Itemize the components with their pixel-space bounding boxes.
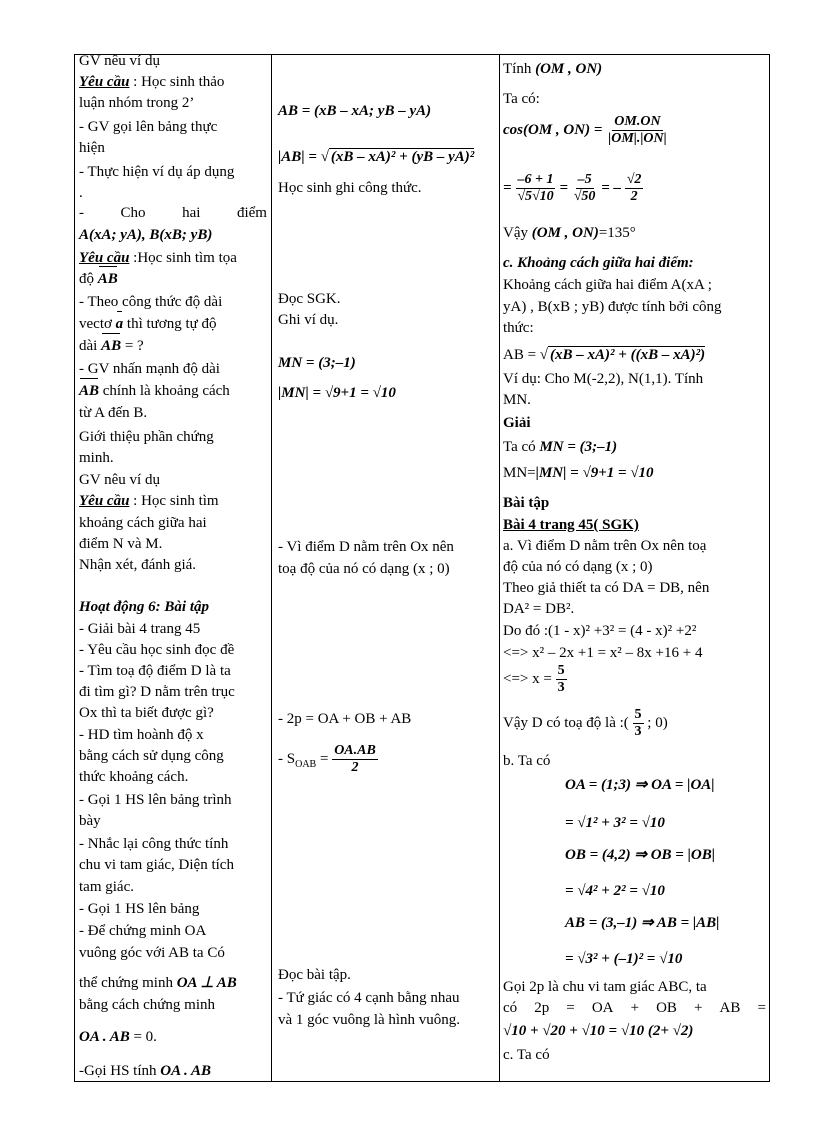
text-line: hiện bbox=[79, 140, 105, 156]
text-line: Ta có: bbox=[503, 91, 540, 107]
text-line: - Gọi 1 HS lên bảng bbox=[79, 901, 200, 917]
text-line: DA² = DB². bbox=[503, 601, 575, 617]
student-column bbox=[278, 55, 496, 1081]
text-line: độ AB bbox=[79, 271, 118, 287]
text-line: - Yêu cầu học sinh đọc đề bbox=[79, 642, 235, 658]
formula-ob-value: = √4² + 2² = √10 bbox=[565, 883, 665, 899]
text-line: Ví dụ: Cho M(-2,2), N(1,1). Tính bbox=[503, 371, 704, 387]
text-line: - Tứ giác có 4 cạnh bằng nhau bbox=[278, 990, 460, 1006]
text-line: tam giác. bbox=[79, 879, 134, 895]
formula-area: - $S_{OAB}$ = $\frac{OA.AB}{2}$ bbox=[278, 743, 376, 776]
text-line: - Giải bài 4 trang 45 bbox=[79, 621, 201, 637]
formula-mn-length: |MN| = √9+1 = √10 bbox=[278, 385, 396, 401]
text-line: điểm N và M. bbox=[79, 536, 163, 552]
text-line: <=> x = $\frac{5}{3}$ bbox=[503, 663, 565, 696]
text-line: Ghi ví dụ. bbox=[278, 312, 339, 328]
text-line: Học sinh ghi công thức. bbox=[278, 180, 422, 196]
text-line: - Gọi 1 HS lên bảng trình bbox=[79, 792, 232, 808]
text-line: độ của nó có dạng (x ; 0) bbox=[503, 559, 653, 575]
text-line: yA) , B(xB ; yB) được tính bởi công bbox=[503, 299, 722, 315]
text-line: toạ độ của nó có dạng (x ; 0) bbox=[278, 561, 450, 577]
formula-oa-value: = √1² + 3² = √10 bbox=[565, 815, 665, 831]
text-line: - Theo công thức độ dài bbox=[79, 294, 223, 310]
text-line: . bbox=[79, 185, 83, 201]
text-line: - GV nhấn mạnh độ dài bbox=[79, 361, 220, 377]
text-line: minh. bbox=[79, 450, 114, 466]
formula-oa: OA = (1;3) ⇒ OA = |OA| bbox=[565, 777, 715, 793]
text-line: Theo giả thiết ta có DA = DB, nên bbox=[503, 580, 710, 596]
text-line: dài AB = ? bbox=[79, 338, 144, 354]
formula-vector-ab: AB = (xB – xA; yB – yA) bbox=[278, 103, 432, 119]
text-line: Vậy (OM , ON)=135° bbox=[503, 225, 636, 241]
column-divider-1 bbox=[271, 55, 272, 1081]
formula-ob: OB = (4,2) ⇒ OB = |OB| bbox=[565, 847, 716, 863]
text-line: Gọi 2p là chu vi tam giác ABC, ta bbox=[503, 979, 707, 995]
text-line: có 2p = OA + OB + AB = bbox=[503, 1000, 766, 1016]
text-line: chu vi tam giác, Diện tích bbox=[79, 857, 234, 873]
text-line: - Nhắc lại công thức tính bbox=[79, 836, 229, 852]
teacher-column bbox=[79, 55, 267, 1081]
column-divider-2 bbox=[499, 55, 500, 1081]
text-line: Bài tập bbox=[503, 495, 550, 511]
text-line: Yêu cầu :Học sinh tìm tọa bbox=[79, 250, 237, 266]
text-line: c. Ta có bbox=[503, 1047, 550, 1063]
text-line: - GV gọi lên bảng thực bbox=[79, 119, 218, 135]
text-line: vectơ a thì tương tự độ bbox=[79, 316, 217, 332]
text-line: từ A đến B. bbox=[79, 405, 148, 421]
text-line: thức khoảng cách. bbox=[79, 769, 189, 785]
text-line: b. Ta có bbox=[503, 753, 551, 769]
text-line: vuông góc với AB ta Có bbox=[79, 945, 225, 961]
text-line: bằng cách chứng minh bbox=[79, 997, 216, 1013]
formula-length-ab: |AB| = √ (xB – xA)² + (yB – yA)² bbox=[278, 149, 475, 165]
formula-mn: MN = (3;–1) bbox=[278, 355, 356, 371]
text-line: bày bbox=[79, 813, 101, 829]
text-line: OA . AB = 0. bbox=[79, 1029, 157, 1045]
text-line: - Tìm toạ độ điểm D là ta bbox=[79, 663, 231, 679]
formula-cos-value: = $\frac{-6 + 1}{√5√10}$ = $\frac{-5}{√50}$ = – $\frac{√2}{2}$ bbox=[503, 172, 642, 205]
text-line: và 1 góc vuông là hình vuông. bbox=[278, 1012, 461, 1028]
text-line: bằng cách sử dụng công bbox=[79, 748, 224, 764]
text-line: - HD tìm hoành độ x bbox=[79, 727, 204, 743]
text-line: a. Vì điểm D nằm trên Ox nên toạ bbox=[503, 538, 707, 554]
text-line: Bài 4 trang 45( SGK) bbox=[503, 517, 639, 533]
text-line: Giới thiệu phần chứng bbox=[79, 429, 214, 445]
section-heading: Hoạt động 6: Bài tập bbox=[79, 599, 210, 615]
text-line: Do đó :(1 - x)² +3² = (4 - x)² +2² bbox=[503, 623, 697, 639]
text-line: - Cho hai điểm bbox=[79, 205, 267, 221]
text-line: GV nêu ví dụ bbox=[79, 472, 160, 488]
formula-ab-value: = √3² + (–1)² = √10 bbox=[565, 951, 683, 967]
text-line: Đọc bài tập. bbox=[278, 967, 351, 983]
formula-perimeter: √10 + √20 + √10 = √10 (2+ √2) bbox=[503, 1023, 694, 1039]
text-line: Đọc SGK. bbox=[278, 291, 341, 307]
text-line: Giải bbox=[503, 415, 531, 431]
text-line: AB chính là khoảng cách bbox=[79, 383, 230, 399]
text-line: Ox thì ta biết được gì? bbox=[79, 705, 214, 721]
text-line: - Vì điểm D nằm trên Ox nên bbox=[278, 539, 454, 555]
section-heading: c. Khoảng cách giữa hai điểm: bbox=[503, 255, 694, 271]
text-line: Yêu cầu : Học sinh thảo bbox=[79, 74, 225, 90]
formula-points: A(xA; yA), B(xB; yB) bbox=[79, 227, 213, 243]
formula-distance: AB = √ (xB – xA)² + ((xB – xA)²) bbox=[503, 347, 706, 363]
text-line: GV nêu ví dụ bbox=[79, 53, 160, 69]
formula-ab: AB = (3,–1) ⇒ AB = |AB| bbox=[565, 915, 720, 931]
text-line: <=> x² – 2x +1 = x² – 8x +16 + 4 bbox=[503, 645, 703, 661]
text-line: Vậy D có toạ độ là :( $\frac{5}{3}$ ; 0) bbox=[503, 707, 668, 740]
text-line: thức: bbox=[503, 320, 534, 336]
text-line: - Để chứng minh OA bbox=[79, 923, 207, 939]
text-line: -Gọi HS tính OA . AB bbox=[79, 1063, 211, 1079]
text-line: Tính (OM , ON) bbox=[503, 61, 603, 77]
text-line: - Thực hiện ví dụ áp dụng bbox=[79, 164, 235, 180]
text-line: Ta có MN = (3;–1) bbox=[503, 439, 618, 455]
board-column bbox=[503, 55, 766, 1081]
text-line: MN. bbox=[503, 392, 531, 408]
text-line: thể chứng minh OA ⊥ AB bbox=[79, 975, 237, 991]
text-line: - 2p = OA + OB + AB bbox=[278, 711, 412, 727]
text-line: luận nhóm trong 2’ bbox=[79, 95, 195, 111]
text-line: Nhận xét, đánh giá. bbox=[79, 557, 197, 573]
formula-cos: cos(OM , ON) = $\frac{OM.ON}{|OM|.|ON|}$ bbox=[503, 114, 667, 147]
text-line: Khoảng cách giữa hai điểm A(xA ; bbox=[503, 277, 712, 293]
text-line: Yêu cầu : Học sinh tìm bbox=[79, 493, 219, 509]
text-line: khoảng cách giữa hai bbox=[79, 515, 207, 531]
text-line: MN=|MN| = √9+1 = √10 bbox=[503, 465, 654, 481]
text-line: đi tìm gì? D nằm trên trục bbox=[79, 684, 235, 700]
lesson-table bbox=[74, 54, 770, 1082]
